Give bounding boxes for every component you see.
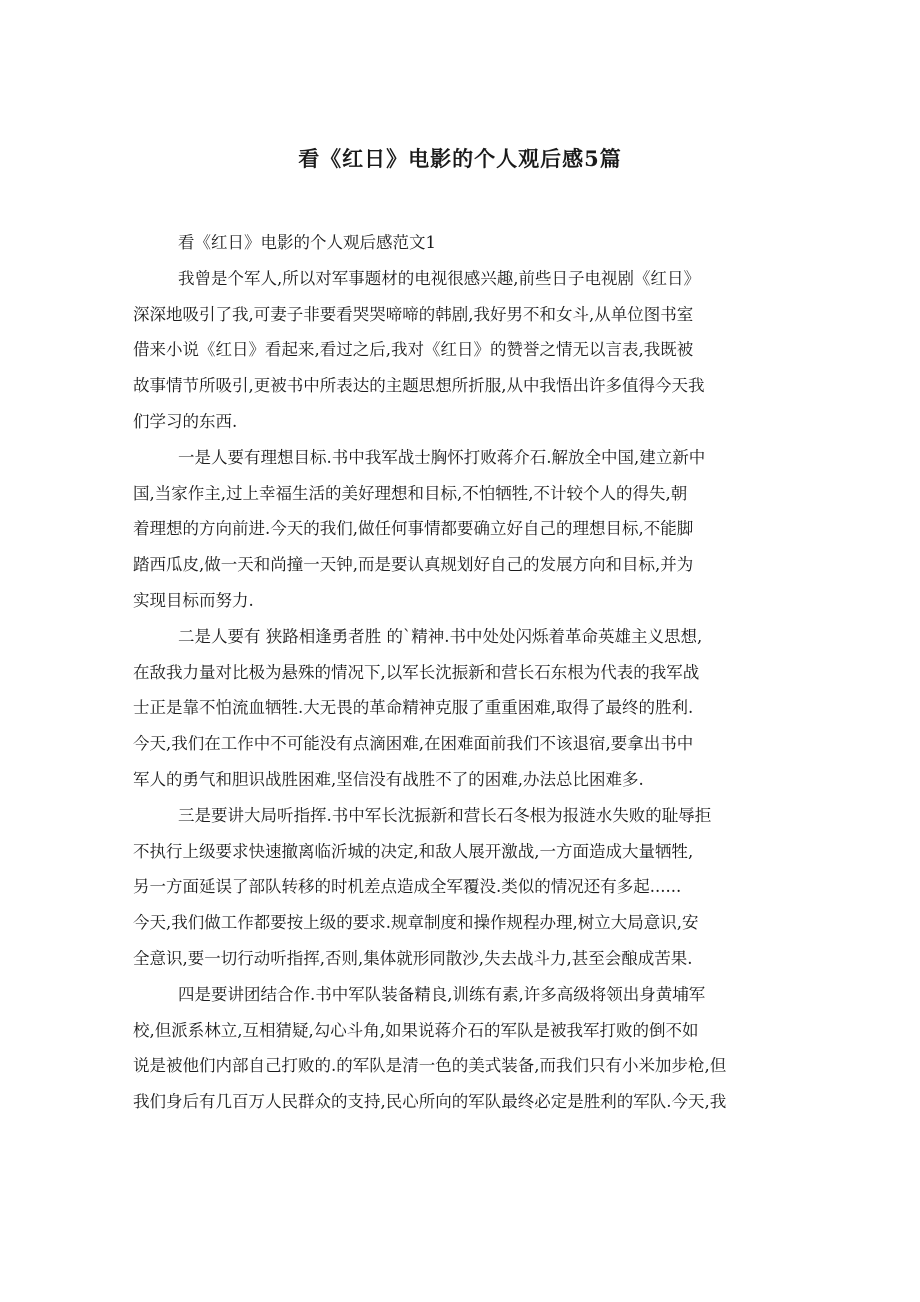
document-title: 看《红日》电影的个人观后感5篇 bbox=[298, 146, 622, 171]
section-heading: 看《红日》电影的个人观后感范文1 bbox=[178, 233, 436, 252]
paragraph-2-line-5: 实现目标而努力. bbox=[133, 591, 254, 610]
paragraph-5-line-4: 我们身后有几百万人民群众的支持,民心所向的军队最终必定是胜利的军队.今天,我 bbox=[133, 1092, 727, 1111]
paragraph-3-line-1: 二是人要有 狭路相逢勇者胜 的`精神.书中处处闪烁着革命英雄主义思想, bbox=[178, 627, 703, 646]
paragraph-5-line-2: 校,但派系林立,互相猜疑,勾心斗角,如果说蒋介石的军队是被我军打败的倒不如 bbox=[133, 1021, 699, 1040]
paragraph-3-line-3: 士正是靠不怕流血牺牲.大无畏的革命精神克服了重重困难,取得了最终的胜利. bbox=[133, 698, 694, 717]
paragraph-5-line-3: 说是被他们内部自己打败的.的军队是清一色的美式装备,而我们只有小米加步枪,但 bbox=[133, 1056, 727, 1075]
paragraph-2-line-4: 踏西瓜皮,做一天和尚撞一天钟,而是要认真规划好自己的发展方向和目标,并为 bbox=[133, 555, 694, 574]
paragraph-2-line-3: 着理想的方向前进.今天的我们,做任何事情都要确立好自己的理想目标,不能脚 bbox=[133, 519, 694, 538]
paragraph-2-line-2: 国,当家作主,过上幸福生活的美好理想和目标,不怕牺牲,不计较个人的得失,朝 bbox=[133, 484, 688, 503]
paragraph-1-line-3: 借来小说《红日》看起来,看过之后,我对《红日》的赞誉之情无以言表,我既被 bbox=[133, 340, 694, 359]
paragraph-4-line-5: 全意识,要一切行动听指挥,否则,集体就形同散沙,失去战斗力,甚至会酿成苦果. bbox=[133, 949, 693, 968]
paragraph-4-line-2: 不执行上级要求快速撤离临沂城的决定,和敌人展开激战,一方面造成大量牺牲, bbox=[133, 842, 694, 861]
paragraph-1-line-2: 深深地吸引了我,可妻子非要看哭哭啼啼的韩剧,我好男不和女斗,从单位图书室 bbox=[133, 305, 694, 324]
paragraph-3-line-5: 军人的勇气和胆识战胜困难,坚信没有战胜不了的困难,办法总比困难多. bbox=[133, 770, 644, 789]
paragraph-3-line-2: 在敌我力量对比极为悬殊的情况下,以军长沈振新和营长石东根为代表的我军战 bbox=[133, 663, 700, 682]
paragraph-5-line-1: 四是要讲团结合作.书中军队装备精良,训练有素,许多高级将领出身黄埔军 bbox=[178, 985, 706, 1004]
paragraph-4-line-4: 今天,我们做工作都要按上级的要求.规章制度和操作规程办理,树立大局意识,安 bbox=[133, 913, 699, 932]
paragraph-1-line-1: 我曾是个军人,所以对军事题材的电视很感兴趣,前些日子电视剧《红日》 bbox=[178, 269, 700, 288]
paragraph-1-line-5: 们学习的东西. bbox=[133, 412, 238, 431]
paragraph-3-line-4: 今天,我们在工作中不可能没有点滴困难,在困难面前我们不该退宿,要拿出书中 bbox=[133, 734, 694, 753]
paragraph-2-line-1: 一是人要有理想目标.书中我军战士胸怀打败蒋介石.解放全中国,建立新中 bbox=[178, 448, 706, 467]
paragraph-4-line-1: 三是要讲大局听指挥.书中军长沈振新和营长石冬根为报涟水失败的耻辱拒 bbox=[178, 806, 712, 825]
paragraph-1-line-4: 故事情节所吸引,更被书中所表达的主题思想所折服,从中我悟出许多值得今天我 bbox=[133, 376, 705, 395]
paragraph-4-line-3: 另一方面延误了部队转移的时机差点造成全军覆没.类似的情况还有多起...... bbox=[133, 877, 682, 896]
